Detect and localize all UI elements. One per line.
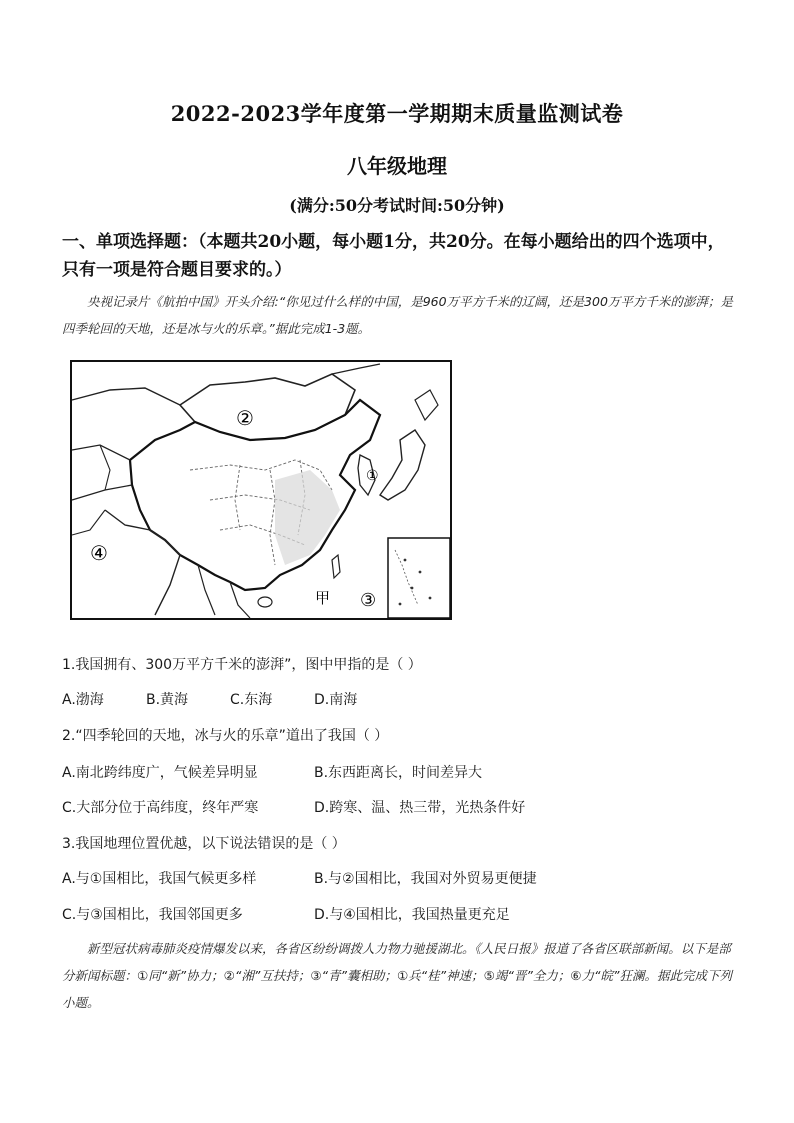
question-2-option-d[interactable]: D.跨寒、温、热三带，光热条件好 (314, 800, 526, 816)
question-3-stem: 3.我国地理位置优越，以下说法错误的是（ ） (62, 836, 346, 852)
map-label-4: ④ (90, 541, 108, 565)
question-3-option-c[interactable]: C.与③国相比，我国邻国更多 (62, 907, 243, 923)
question-2-stem: 2.“四季轮回的天地，冰与火的乐章”道出了我国（ ） (62, 728, 389, 744)
passage-intro-2: 新型冠状病毒肺炎疫情爆发以来，各省区纷纷调拨人力物力驰援湖北。《人民日报》报道了各省区联部新闻。以下是部分新闻标题：①同“新”协力；②“湘”互扶持；③“青”囊相助；①兵“桂”神速；⑤竭“晋”全力；⑥力“皖”狂澜。据此完成下列小题。 (62, 941, 732, 1010)
question-2-option-c[interactable]: C.大部分位于高纬度，终年严寒 (62, 800, 259, 816)
question-2-option-b[interactable]: B.东西距离长，时间差异大 (314, 765, 483, 781)
question-3-option-a[interactable]: A.与①国相比，我国气候更多样 (62, 871, 257, 887)
map-label-3: ③ (360, 590, 377, 611)
question-1-option-a[interactable]: A.渤海 (62, 692, 104, 708)
question-2-option-a[interactable]: A.南北跨纬度广，气候差异明显 (62, 765, 258, 781)
question-1-option-c[interactable]: C.东海 (230, 692, 273, 708)
china-map-figure (70, 360, 452, 620)
map-label-2: ② (236, 406, 254, 430)
exam-title: 2022-2023学年度第一学期期末质量监测试卷 (170, 101, 624, 126)
exam-note: (满分:50分考试时间:50分钟) (289, 196, 505, 215)
question-1-option-d[interactable]: D.南海 (314, 692, 358, 708)
passage-intro-1: 央视记录片《航拍中国》开头介绍:“你见过什么样的中国，是960万平方千米的辽阔，还是300万平方千米的澎湃；是四季轮回的天地，还是冰与火的乐章。”据此完成1-3题。 (62, 294, 733, 336)
question-1-option-b[interactable]: B.黄海 (146, 692, 189, 708)
section-heading: 一、单项选择题：（本题共20小题，每小题1分，共20分。在每小题给出的四个选项中，只有一项是符合题目要求的。） (62, 232, 725, 280)
question-3-option-d[interactable]: D.与④国相比，我国热量更充足 (314, 907, 510, 923)
exam-subject: 八年级地理 (347, 154, 447, 178)
map-label-1: ① (366, 468, 379, 484)
map-label-jia: 甲 (315, 589, 331, 607)
question-3-option-b[interactable]: B.与②国相比，我国对外贸易更便捷 (314, 871, 537, 887)
question-1-stem: 1.我国拥有、300万平方千米的澎湃”，图中甲指的是（ ） (62, 657, 422, 673)
